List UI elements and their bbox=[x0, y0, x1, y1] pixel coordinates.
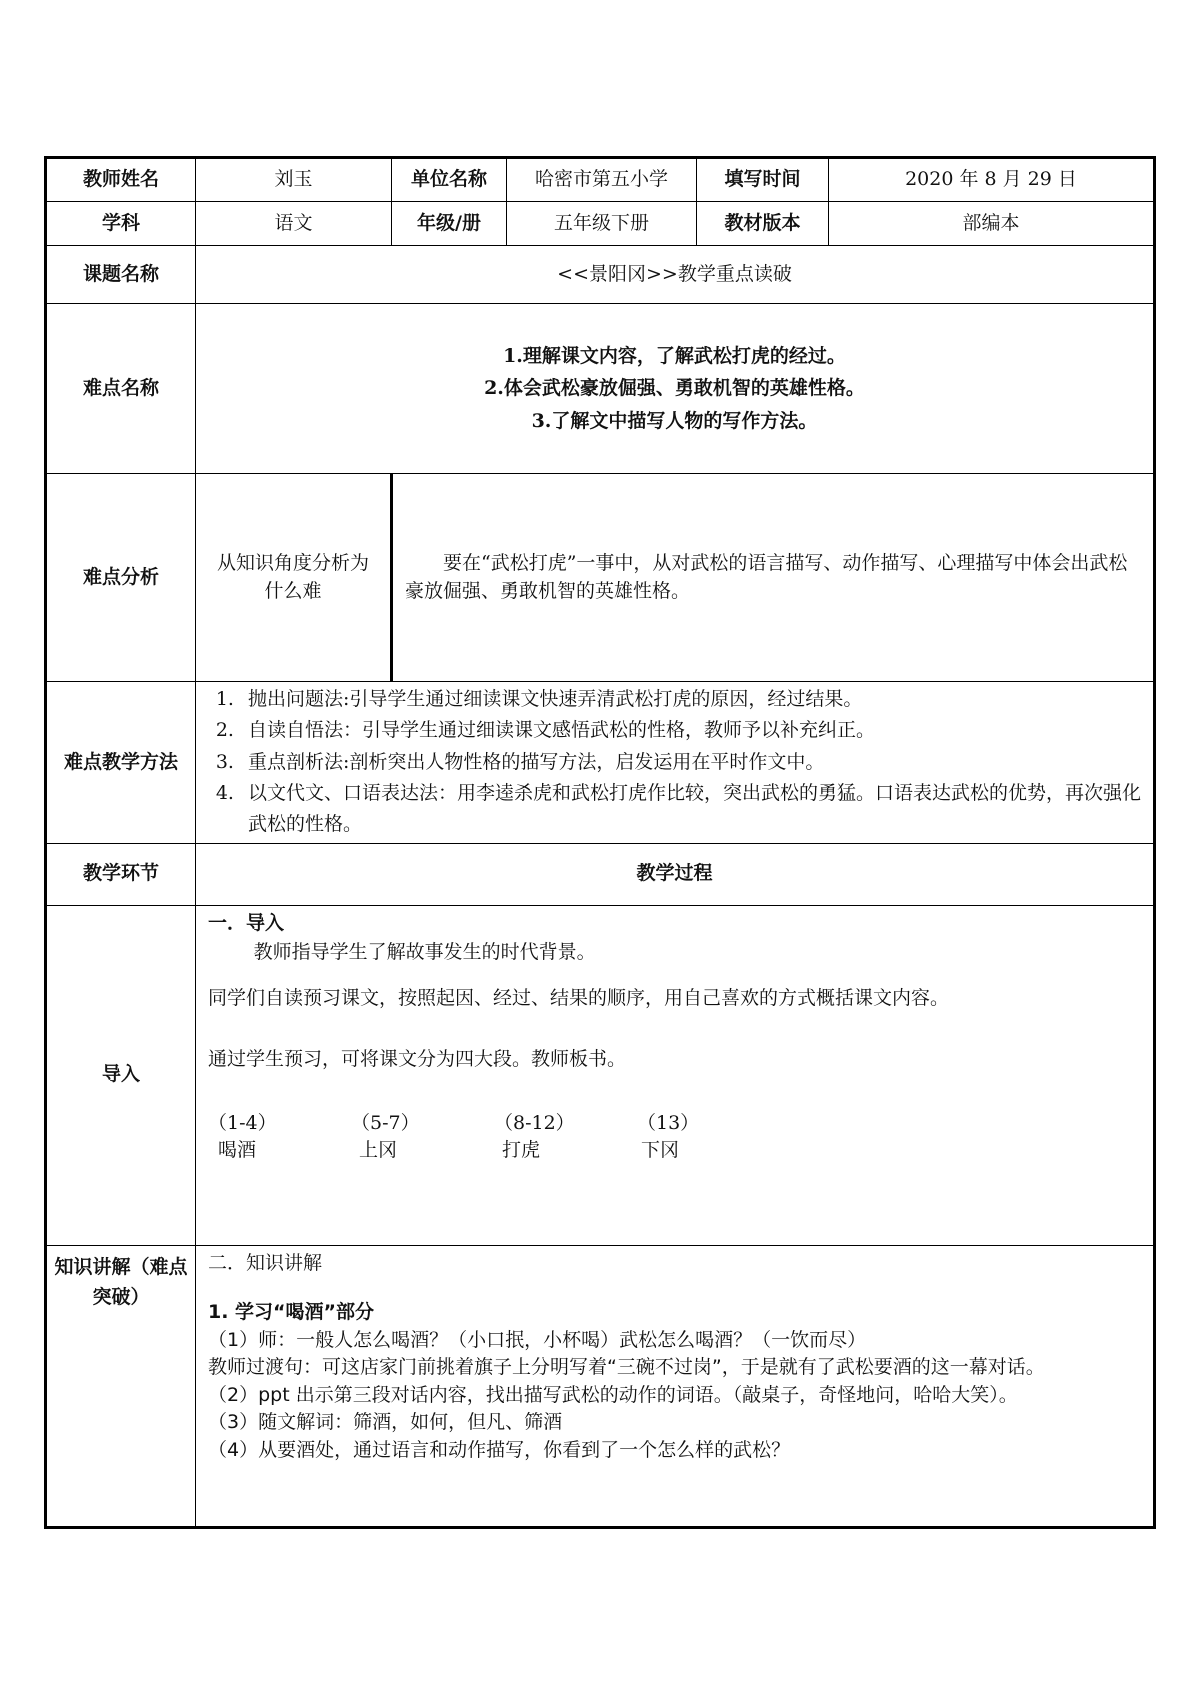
segment-item bbox=[637, 1110, 780, 1165]
segment-name: 喝酒 bbox=[218, 1139, 257, 1162]
intro-paragraph: 同学们自读预习课文，按照起因、经过、结果的顺序，用自己喜欢的方式概括课文内容。 bbox=[208, 986, 950, 1009]
methods-list bbox=[204, 684, 1145, 841]
difficulty-label: 难点名称 bbox=[46, 304, 196, 474]
knowledge-label-text: 知识讲解（难点突破） bbox=[54, 1255, 188, 1309]
knowledge-line: 教师过渡句：可这店家门前挑着旗子上分明写着“三碗不过岗”，于是就有了武松要酒的这一幕对话。 bbox=[208, 1356, 1045, 1379]
segment-range: （5-7） bbox=[351, 1111, 420, 1134]
knowledge-line: （3）随文解词：筛酒，如何，但凡、筛酒 bbox=[208, 1411, 563, 1434]
edition-label: 教材版本 bbox=[697, 202, 829, 246]
method-item: 2. 自读自悟法：引导学生通过细读课文感悟武松的性格，教师予以补充纠正。 bbox=[240, 715, 1145, 746]
unit-name-value: 哈密市第五小学 bbox=[507, 158, 697, 202]
knowledge-title: 二．知识讲解 bbox=[208, 1251, 323, 1274]
knowledge-line: （1）师：一般人怎么喝酒？（小口抿，小杯喝）武松怎么喝酒？（一饮而尽） bbox=[208, 1328, 867, 1351]
subject-label: 学科 bbox=[46, 202, 196, 246]
analysis-sub-label-text: 从知识角度分析为什么难 bbox=[216, 551, 369, 602]
grade-label: 年级/册 bbox=[392, 202, 507, 246]
knowledge-subtitle: 1. 学习“喝酒”部分 bbox=[208, 1301, 375, 1324]
process-stage-label: 教学环节 bbox=[46, 843, 196, 905]
difficulty-list bbox=[196, 304, 1155, 474]
intro-title: 一．导入 bbox=[208, 911, 285, 934]
method-item: 3. 重点剖析法:剖析突出人物性格的描写方法，启发运用在平时作文中。 bbox=[240, 747, 1145, 778]
segment-item bbox=[494, 1110, 637, 1165]
difficulty-item: 1.理解课文内容，了解武松打虎的经过。 bbox=[503, 345, 846, 368]
knowledge-line: （4）从要酒处，通过语言和动作描写，你看到了一个怎么样的武松？ bbox=[208, 1439, 791, 1461]
subject-value: 语文 bbox=[196, 202, 392, 246]
segment-range: （1-4） bbox=[208, 1111, 277, 1134]
analysis-sub-label bbox=[196, 474, 392, 682]
knowledge-line: （2）ppt 出示第三段对话内容，找出描写武松的动作的词语。（敲桌子，奇怪地问，哈哈大笑）。 bbox=[208, 1383, 1018, 1406]
intro-paragraph: 通过学生预习，可将课文分为四大段。教师板书。 bbox=[208, 1048, 627, 1071]
segment-name: 打虎 bbox=[502, 1139, 541, 1162]
segment-item bbox=[351, 1110, 494, 1165]
segment-item bbox=[208, 1110, 351, 1165]
topic-value: <<景阳冈>>教学重点读破 bbox=[196, 246, 1155, 304]
knowledge-label bbox=[46, 1245, 196, 1527]
methods-list-cell bbox=[196, 682, 1155, 844]
intro-label: 导入 bbox=[46, 905, 196, 1245]
unit-name-label: 单位名称 bbox=[392, 158, 507, 202]
segment-name: 下冈 bbox=[641, 1139, 680, 1162]
topic-label: 课题名称 bbox=[46, 246, 196, 304]
intro-content bbox=[196, 905, 1155, 1245]
segment-range: （8-12） bbox=[494, 1111, 575, 1134]
analysis-label: 难点分析 bbox=[46, 474, 196, 682]
intro-paragraph: 教师指导学生了解故事发生的时代背景。 bbox=[253, 941, 596, 964]
method-item: 4. 以文代文、口语表达法：用李逵杀虎和武松打虎作比较，突出武松的勇猛。口语表达武松的优势，再次强化武松的性格。 bbox=[240, 778, 1145, 841]
fill-date-label: 填写时间 bbox=[697, 158, 829, 202]
analysis-text: 要在“武松打虎”一事中，从对武松的语言描写、动作描写、心理描写中体会出武松豪放倔强、勇敢机智的英雄性格。 bbox=[392, 474, 1155, 682]
process-header: 教学过程 bbox=[196, 843, 1155, 905]
edition-value: 部编本 bbox=[829, 202, 1155, 246]
method-item: 1. 抛出问题法:引导学生通过细读课文快速弄清武松打虎的原因，经过结果。 bbox=[240, 684, 1145, 715]
knowledge-content bbox=[196, 1245, 1155, 1527]
teacher-name-value: 刘玉 bbox=[196, 158, 392, 202]
segment-range: （13） bbox=[637, 1111, 700, 1134]
grade-value: 五年级下册 bbox=[507, 202, 697, 246]
difficulty-item: 3.了解文中描写人物的写作方法。 bbox=[531, 409, 818, 432]
fill-date-value: 2020 年 8 月 29 日 bbox=[829, 158, 1155, 202]
difficulty-item: 2.体会武松豪放倔强、勇敢机智的英雄性格。 bbox=[484, 377, 865, 400]
lesson-plan-table bbox=[44, 156, 1156, 1529]
methods-label: 难点教学方法 bbox=[46, 682, 196, 844]
segment-grid bbox=[208, 1110, 1141, 1165]
segment-name: 上冈 bbox=[359, 1139, 398, 1162]
teacher-name-label: 教师姓名 bbox=[46, 158, 196, 202]
